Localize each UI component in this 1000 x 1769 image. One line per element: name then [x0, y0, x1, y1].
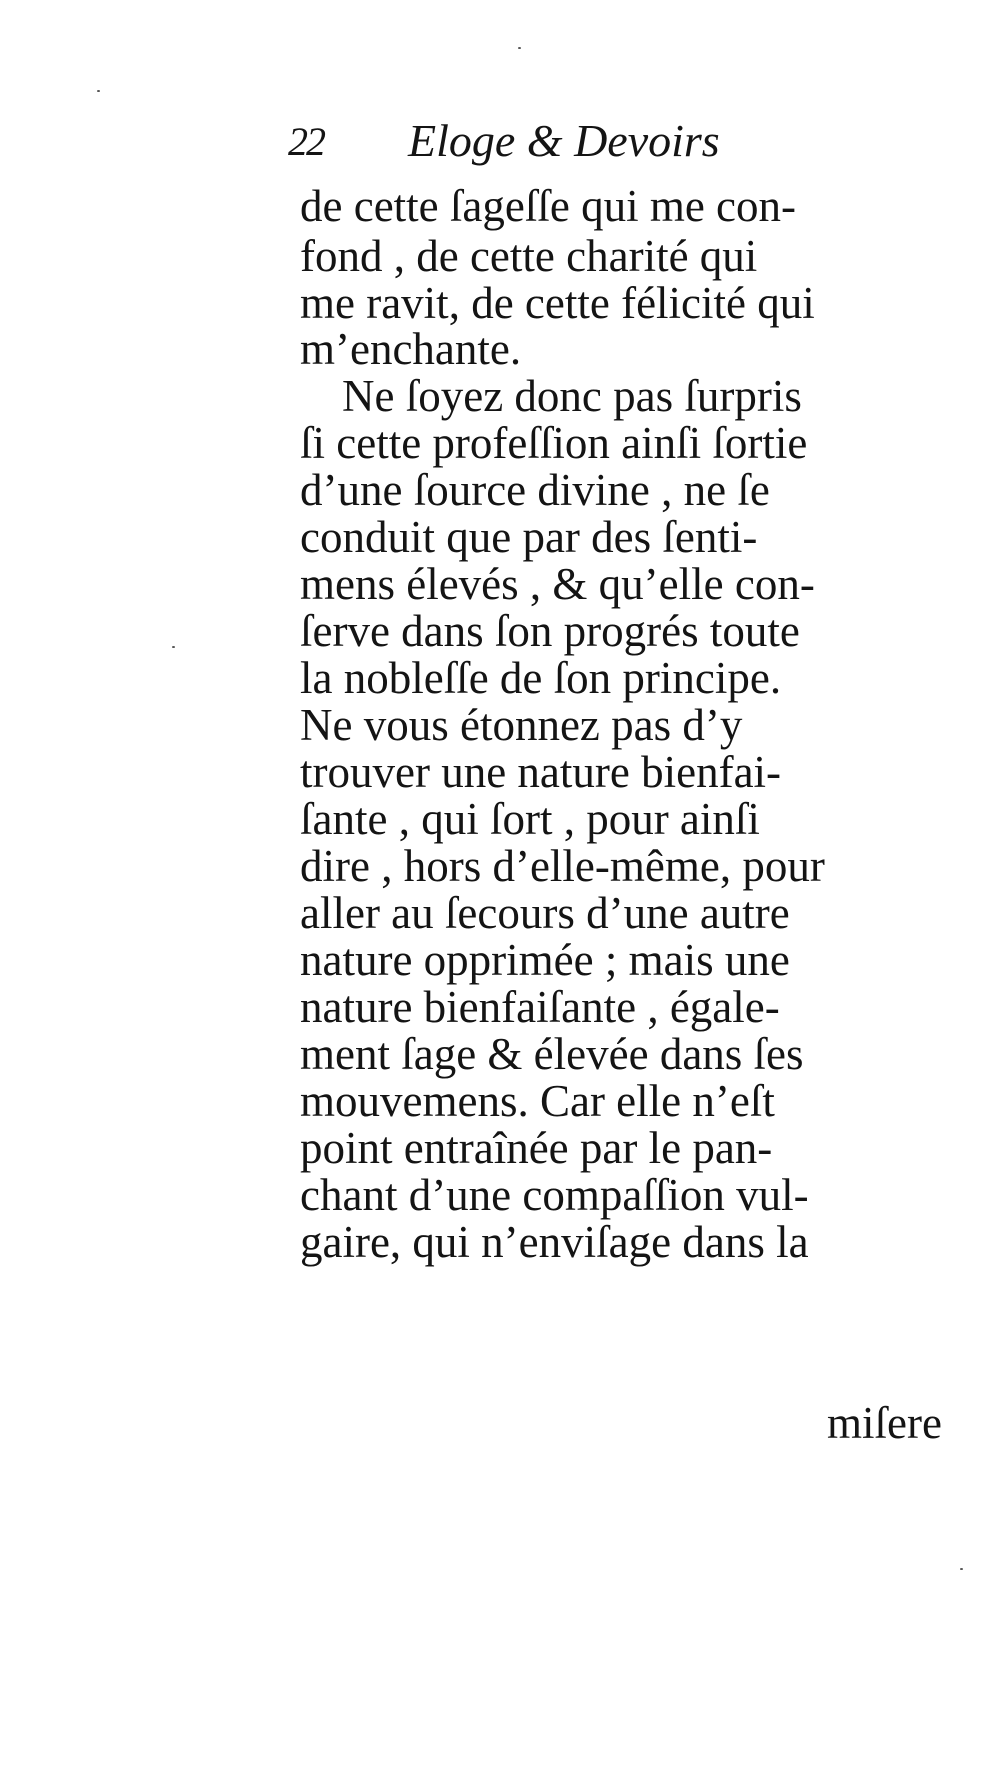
text-line: aller au ſecours d’une autre	[300, 888, 790, 938]
text-line: mouvemens. Car elle n’eſt	[300, 1076, 775, 1126]
text-line: conduit que par des ſenti-	[300, 512, 758, 562]
text-line: ſante , qui ſort , pour ainſi	[300, 794, 760, 844]
paper-speck	[960, 1568, 963, 1570]
text-line: Ne vous étonnez pas d’y	[300, 700, 743, 750]
paper-speck	[97, 90, 100, 92]
paper-speck	[172, 646, 175, 648]
page-number: 22	[288, 119, 324, 164]
text-line: d’une ſource divine , ne ſe	[300, 465, 770, 515]
text-line: ment ſage & élevée dans ſes	[300, 1029, 804, 1079]
text-line: trouver une nature bienfai-	[300, 747, 782, 797]
paper-speck	[518, 47, 521, 49]
text-line: chant d’une compaſſion vul-	[300, 1170, 809, 1220]
text-line: point entraînée par le pan-	[300, 1123, 773, 1173]
text-line: me ravit, de cette félicité qui	[300, 278, 815, 328]
text-line: nature bienfaiſante , égale-	[300, 982, 780, 1032]
text-line: dire , hors d’elle-même, pour	[300, 841, 825, 891]
text-line: la nobleſſe de ſon principe.	[300, 653, 782, 703]
text-line: Ne ſoyez donc pas ſurpris	[342, 371, 802, 421]
running-title: Eloge & Devoirs	[408, 115, 720, 166]
text-line: fond , de cette charité qui	[300, 231, 758, 281]
text-line: ſi cette profeſſion ainſi ſortie	[300, 418, 808, 468]
catchword: miſere	[827, 1398, 942, 1448]
text-line: ſerve dans ſon progrés toute	[300, 606, 800, 656]
text-line: m’enchante.	[300, 324, 522, 374]
text-line: mens élevés , & qu’elle con-	[300, 559, 815, 609]
text-line: de cette ſageſſe qui me con-	[300, 181, 797, 231]
text-line: gaire, qui n’enviſage dans la	[300, 1217, 809, 1267]
page-header	[288, 115, 788, 178]
text-line: nature opprimée ; mais une	[300, 935, 790, 985]
